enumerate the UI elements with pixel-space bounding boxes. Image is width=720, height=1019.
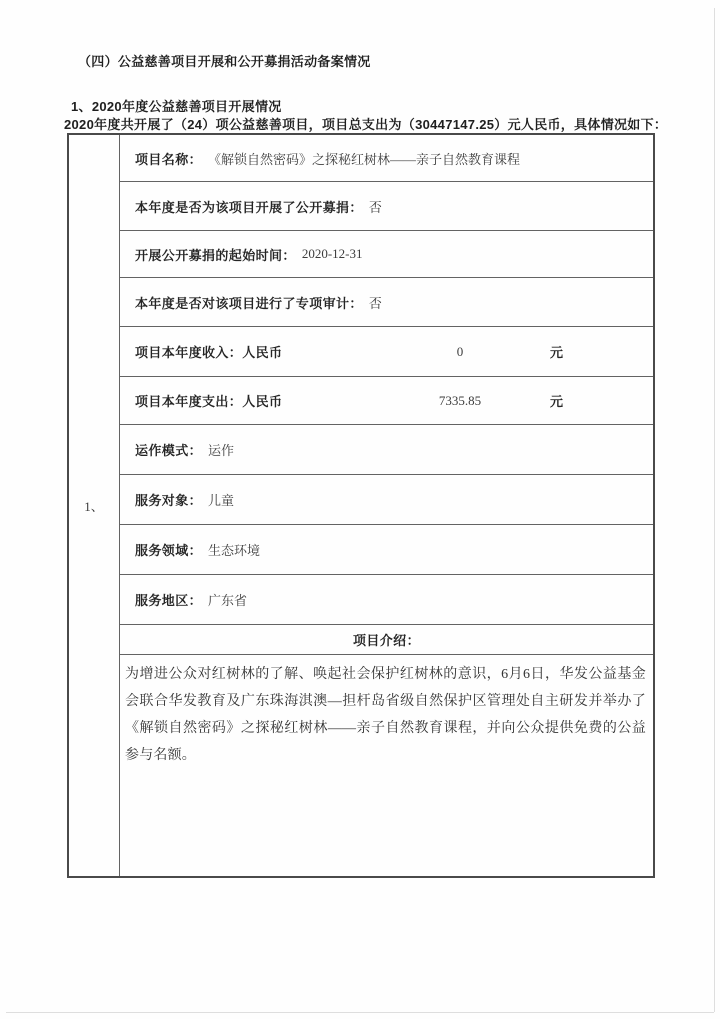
field-value: 生态环境 xyxy=(208,543,261,558)
field-label: 开展公开募捐的起始时间： xyxy=(135,247,296,263)
table-row-service-region xyxy=(120,575,653,625)
scan-edge-bottom xyxy=(6,1012,714,1013)
currency-unit: 元 xyxy=(550,345,564,360)
project-detail-table xyxy=(67,133,655,878)
table-row-operation-mode xyxy=(120,425,653,475)
table-row-project-name xyxy=(120,135,653,182)
field-value: 否 xyxy=(368,295,382,311)
field-label: 服务对象： xyxy=(135,493,203,508)
field-value: 否 xyxy=(368,199,382,215)
field-label: 本年度是否对该项目进行了专项审计： xyxy=(135,295,363,311)
summary-line: 2020年度共开展了（24）项公益慈善项目，项目总支出为（30447147.25）元人民币，具体情况如下： xyxy=(64,117,668,132)
project-intro-header: 项目介绍： xyxy=(120,625,653,655)
field-label: 项目名称： xyxy=(135,151,203,167)
scan-edge-right xyxy=(714,8,715,1012)
income-amount: 0 xyxy=(456,343,464,359)
field-label: 项目本年度支出：人民币 xyxy=(135,394,283,409)
field-value: 《解锁自然密码》之探秘红树林——亲子自然教育课程 xyxy=(208,151,521,167)
table-row-service-target xyxy=(120,475,653,525)
field-value: 广东省 xyxy=(208,593,248,608)
field-value: 儿童 xyxy=(208,493,235,508)
currency-unit: 元 xyxy=(550,394,564,409)
field-label: 服务地区： xyxy=(135,593,203,608)
section-heading: （四）公益慈善项目开展和公开募捐活动备案情况 xyxy=(78,54,371,69)
subsection-heading: 1、2020年度公益慈善项目开展情况 xyxy=(71,99,282,114)
project-intro-text: 为增进公众对红树林的了解、唤起社会保护红树林的意识，6月6日，华发公益基金会联合华发教育及广东珠海淇澳—担杆岛省级自然保护区管理处自主研发并举办了《解锁自然密码》之探秘红树林——亲子自然教育课程，并向公众提供免费的公益参与名额。 xyxy=(125,667,646,763)
table-row-annual-income xyxy=(120,327,653,377)
field-value: 2020-12-31 xyxy=(301,246,363,261)
field-label: 服务领域： xyxy=(135,543,203,558)
table-row-special-audit xyxy=(120,278,653,327)
table-row-fundraising-start-date xyxy=(120,231,653,278)
field-label: 项目本年度收入：人民币 xyxy=(135,345,283,360)
table-row-public-fundraising xyxy=(120,182,653,231)
field-value: 运作 xyxy=(208,443,235,458)
table-row-service-field xyxy=(120,525,653,575)
row-index-label: 1、 xyxy=(84,499,104,514)
table-content-column xyxy=(120,135,653,876)
row-index-cell xyxy=(69,135,120,876)
field-label: 运作模式： xyxy=(135,443,203,458)
table-row-annual-expense xyxy=(120,377,653,425)
expense-amount: 7335.85 xyxy=(438,392,482,408)
field-label: 本年度是否为该项目开展了公开募捐： xyxy=(135,199,363,215)
